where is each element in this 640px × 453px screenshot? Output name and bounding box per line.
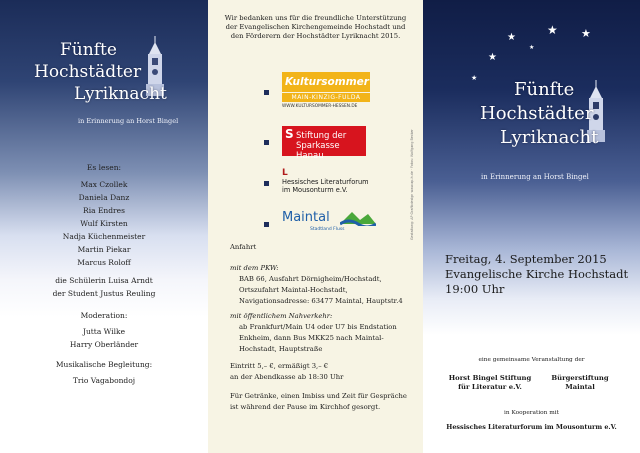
reader-item: Marcus Roloff [77,258,131,267]
right-title-line-1: Fünfte [514,79,575,100]
literaturforum-line-2: im Mousonturm e.V. [282,186,348,194]
left-panel [0,0,208,453]
sparkasse-line-1: Stiftung der [296,131,347,141]
reader-item: Wulf Kirsten [80,219,128,228]
logo-bullet [264,90,269,95]
left-title-line-3: Lyriknacht [74,84,167,104]
design-credit: Gestaltung: AP Grafikdesign www.ap-h.de · Fotos: Wolfgang Becker [410,129,414,240]
car-line: BAB 66, Ausfahrt Dörnigheim/Hochstadt, [239,275,382,283]
students-line-2: der Student Justus Reuling [52,289,156,298]
admission-line: Eintritt 5,– €, ermäßigt 3,– € [230,362,329,370]
reader-item: Martin Piekar [77,245,131,254]
literaturforum-mark-icon: L [282,168,288,178]
right-panel [423,0,640,453]
moderation-heading: Moderation: [80,311,128,320]
transit-directions [230,323,420,362]
left-subtitle: in Erinnerung an Horst Bingel [78,117,179,125]
directions-heading: Anfahrt [230,243,257,251]
thanks-line: den Förderern der Hochstädter Lyriknacht 2015. [230,32,401,40]
star-icon: ★ [471,74,478,82]
organizer-2 [540,374,620,392]
directions-block [230,243,420,414]
thanks-line: der Evangelischen Kirchengemeinde Hochstadt und [225,23,406,31]
kultursommer-logo [282,72,370,109]
event-time: 19:00 Uhr [445,282,505,296]
logo-bullet [264,222,269,227]
students-line-1: die Schülerin Luisa Arndt [55,276,153,285]
right-subtitle: in Erinnerung an Horst Bingel [481,173,589,181]
cooperation-label: in Kooperation mit [504,410,559,416]
thanks-text [208,14,423,41]
middle-panel [208,0,423,453]
sparkasse-line-2: Sparkasse Hanau [296,141,340,161]
event-date: Freitag, 4. September 2015 [445,252,607,266]
organizer-1-line: Horst Bingel Stiftung [448,374,532,382]
organizer-1-line: für Literatur e.V. [458,383,522,391]
admission-line: an der Abendkasse ab 18:30 Uhr [230,373,344,381]
joint-event-label: eine gemeinsame Veranstaltung der [478,357,585,363]
reader-item: Daniela Danz [78,193,130,202]
event-details [445,252,628,297]
maintal-name: Maintal [282,210,330,225]
sparkasse-logo [282,126,366,161]
kultursommer-region: MAIN-KINZIG-FULDA [282,93,370,102]
sparkasse-s-icon: S [285,127,294,141]
moderator-item: Jutta Wilke [82,327,126,336]
transit-heading: mit öffentlichem Nahverkehr: [230,312,333,320]
moderator-item: Harry Oberländer [69,340,139,349]
reader-item: Ria Endres [83,206,125,215]
star-icon: ★ [547,23,558,37]
car-line: Ortszufahrt Maintal-Hochstadt, [239,286,348,294]
literaturforum-line-1: Hessisches Literaturforum [282,178,369,186]
kultursommer-name: Kultursommer [282,72,370,92]
organizer-2-line: Bürgerstiftung [551,374,609,382]
maintal-logo [282,210,382,238]
logo-bullet [264,181,269,186]
literaturforum-logo [282,168,369,194]
transit-line: ab Frankfurt/Main U4 oder U7 bis Endstation [239,323,397,331]
reader-item: Nadja Küchenmeister [62,232,146,241]
star-icon: ★ [529,44,535,51]
cooperation-partner: Hessisches Literaturforum im Mousonturm e.V. [446,423,617,431]
organizer-2-line: Maintal [565,383,595,391]
transit-line: Hochstadt, Hauptstraße [239,345,323,353]
catering-line: Für Getränke, einen Imbiss und Zeit für Gespräche [230,392,407,400]
left-title-line-1: Fünfte [60,40,117,60]
event-venue: Evangelische Kirche Hochstadt [445,267,629,281]
logo-bullet [264,140,269,145]
music-item: Trio Vagabondoj [72,376,136,385]
right-title-line-3: Lyriknacht [500,127,599,148]
star-icon: ★ [507,32,516,43]
music-heading: Musikalische Begleitung: [55,360,153,369]
organizer-1 [445,374,535,392]
left-title-line-2: Hochstädter [34,62,142,82]
maintal-wave-icon [340,210,376,226]
star-icon: ★ [488,52,497,63]
right-title-line-2: Hochstädter [480,103,594,124]
reader-item: Max Czollek [80,180,128,189]
star-icon: ★ [581,27,591,40]
maintal-tagline: Stadtland Fluss [310,227,345,232]
kultursommer-url: WWW.KULTURSOMMER-HESSEN.DE [282,104,358,109]
catering-line: ist während der Pause im Kirchhof gesorgt. [230,403,381,411]
readers-block [0,162,208,388]
car-directions [230,275,420,312]
transit-line: Enkheim, dann Bus MKK25 nach Maintal- [239,334,384,342]
readers-heading: Es lesen: [86,163,122,172]
car-line: Navigationsadresse: 63477 Maintal, Hauptstr.4 [239,297,403,305]
thanks-line: Wir bedanken uns für die freundliche Unterstützung [224,14,407,22]
car-heading: mit dem PKW: [230,264,279,272]
